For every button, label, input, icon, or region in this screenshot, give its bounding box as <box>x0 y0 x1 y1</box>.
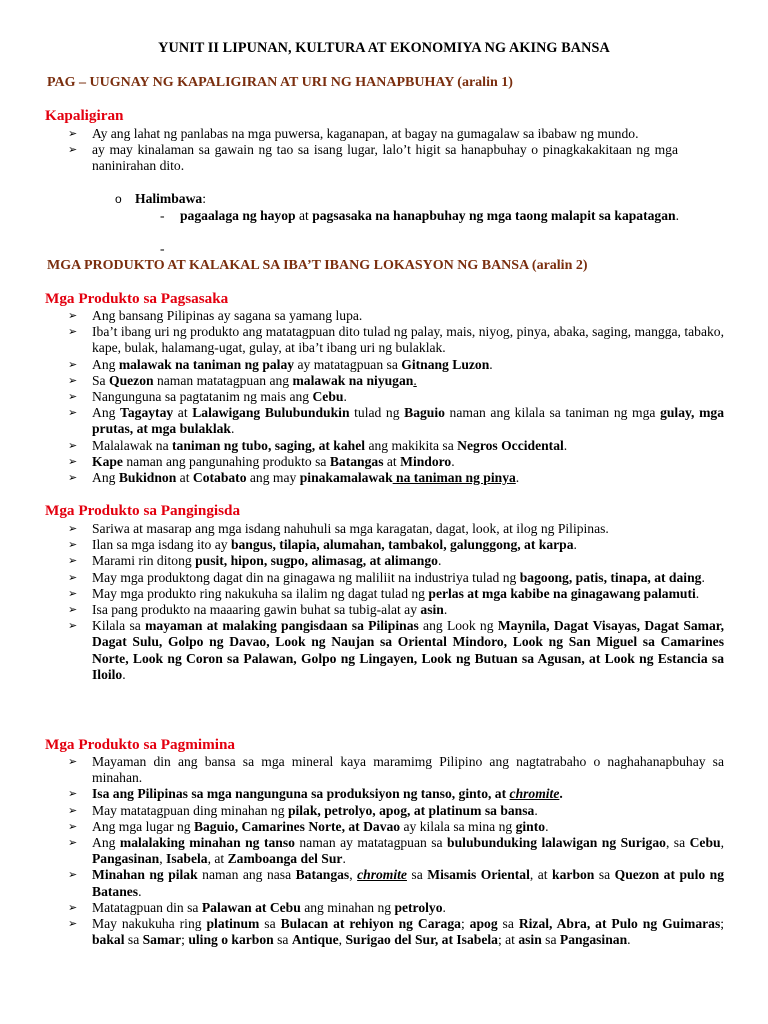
emphasized-text: apog <box>469 916 498 932</box>
text-run: naman ang nasa <box>197 867 296 883</box>
dash-bullet-icon: - <box>160 208 165 223</box>
text-run: . <box>489 356 493 372</box>
emphasized-text: malawak na taniman ng palay <box>118 356 295 372</box>
text-run: Ay ang lahat ng panlabas na mga puwersa, kaganapan, at bagay na gumagalaw sa ibabaw ng mundo. <box>92 126 639 141</box>
text-run: . <box>413 372 417 388</box>
arrow-bullet-icon: ➢ <box>68 868 78 882</box>
text-run: . <box>573 537 577 553</box>
arrow-bullet-icon: ➢ <box>68 373 78 387</box>
bullet-text <box>92 470 724 486</box>
bullet-text <box>92 835 724 867</box>
emphasized-text: chromite <box>357 867 407 883</box>
bullet-item <box>68 786 724 802</box>
bullet-item <box>68 618 724 683</box>
text-run: May nakukuha ring <box>92 916 207 932</box>
example-item <box>115 191 206 207</box>
bullet-item <box>68 916 724 948</box>
text-run: Ang <box>92 835 120 851</box>
arrow-bullet-icon: ➢ <box>68 471 78 485</box>
emphasized-text: bulubunduking lalawigan ng Surigao <box>447 835 666 851</box>
bullet-text <box>92 357 724 373</box>
bullet-text <box>92 900 724 916</box>
text-run: Iba’t ibang uri ng produkto ang matatagpuan dito tulad ng palay, mais, niyog, pinya, abaka, saging, mangga, tabako, kape, bulak, halamang-ugat, gulay, at iba’t ibang uri ng bulaklak. <box>92 324 724 356</box>
text-run: Ang <box>92 470 119 486</box>
example-sub-item <box>160 208 724 224</box>
emphasized-text: Palawan at Cebu <box>201 899 301 915</box>
arrow-bullet-icon: ➢ <box>68 438 78 452</box>
arrow-bullet-icon: ➢ <box>68 406 78 420</box>
text-run: Sariwa at masarap ang mga isdang nahuhuli sa mga karagatan, dagat, look, at ilog ng Pilipinas. <box>92 521 609 536</box>
emphasized-text: Minahan ng pilak <box>92 867 198 883</box>
example-colon: : <box>202 191 206 206</box>
text-run: ; at <box>497 932 519 948</box>
emphasized-text: Tagaytay <box>120 405 174 421</box>
pangingisda-bullet-list <box>68 521 724 683</box>
emphasized-text: gulay, mga prutas, at mga bulaklak <box>92 405 724 437</box>
text-run: . <box>442 899 446 915</box>
emphasized-text: Baguio <box>404 405 445 421</box>
emphasized-text: pilak, petrolyo, apog, at platinum sa bansa <box>287 802 535 818</box>
emphasized-text: Lalawigang Bulubundukin <box>192 405 350 421</box>
emphasized-text: uling o karbon <box>188 932 274 948</box>
text-run: . <box>563 437 568 453</box>
arrow-bullet-icon: ➢ <box>68 390 78 404</box>
text-run: Ang mga lugar ng <box>92 818 194 834</box>
text-run: naman ang kilala sa taniman ng mga <box>444 405 661 421</box>
bullet-item <box>68 438 724 454</box>
arrow-bullet-icon: ➢ <box>68 787 78 801</box>
arrow-bullet-icon: ➢ <box>68 538 78 552</box>
text-run: May mga produktong dagat din na ginagawa ng maliliit na industriya tulad ng <box>92 569 520 585</box>
text-run: , sa <box>665 835 690 851</box>
bullet-text <box>92 803 724 819</box>
bullet-text <box>92 786 724 802</box>
text-run: , at <box>529 867 553 883</box>
bullet-item <box>68 357 724 373</box>
emphasized-text: Samar <box>142 932 182 948</box>
emphasized-text: Cotabato <box>192 470 247 486</box>
bullet-text <box>92 308 724 324</box>
arrow-bullet-icon: ➢ <box>68 603 78 617</box>
text-run: Sa <box>92 372 109 388</box>
text-run: Nangunguna sa pagtatanim ng mais ang <box>92 389 313 405</box>
arrow-bullet-icon: ➢ <box>68 900 78 914</box>
arrow-bullet-icon: ➢ <box>68 127 78 140</box>
arrow-bullet-icon: ➢ <box>68 454 78 468</box>
emphasized-text: perlas at mga kabibe na ginagawang palamuti <box>428 585 696 601</box>
lesson-1-heading: PAG – UUGNAY NG KAPALIGIRAN AT URI NG HANAPBUHAY (aralin 1) <box>47 75 513 90</box>
section-heading-kapaligiran: Kapaligiran <box>45 107 124 124</box>
text-run: Mayaman din ang bansa sa mga mineral kaya maramimg Pilipino ang nagtatrabaho o naghahanapbuhay sa minahan. <box>92 754 724 786</box>
emphasized-text: platinum <box>206 916 260 932</box>
arrow-bullet-icon: ➢ <box>68 917 78 931</box>
bullet-text <box>92 916 724 948</box>
emphasized-text: Batangas <box>329 453 384 469</box>
emphasized-text: malalaking minahan ng tanso <box>119 835 295 851</box>
emphasized-text: pagaalaga ng hayop <box>180 208 296 223</box>
text-run: . <box>231 421 235 437</box>
emphasized-text: mayaman at malaking pangisdaan sa Pilipinas <box>145 618 419 634</box>
arrow-bullet-icon: ➢ <box>68 619 78 633</box>
emphasized-text: Maynila, Dagat Visayas, Dagat Samar, Dagat Sulu, Golpo ng Davao, Look ng Naujan sa Oriental Mindoro, Look ng San Miguel sa Camarines Norte, Look ng Coron sa Palawan, Golpo ng Lingayen, Look ng Butuan sa Agusan, at Look ng Estancia sa Iloilo <box>92 618 724 682</box>
pagmimina-bullet-list <box>68 754 724 948</box>
text-run: sa <box>594 867 615 883</box>
bullet-item <box>68 405 724 437</box>
arrow-bullet-icon: ➢ <box>68 554 78 568</box>
text-run: Ang <box>92 405 121 421</box>
text-run: at <box>176 470 193 486</box>
emphasized-text: taniman ng tubo, saging, at kahel <box>172 437 366 453</box>
text-run: . <box>138 883 142 899</box>
bullet-item <box>68 324 724 356</box>
bullet-text <box>92 324 724 356</box>
emphasized-text: asin <box>518 932 542 948</box>
bullet-text <box>92 867 724 899</box>
arrow-bullet-icon: ➢ <box>68 357 78 371</box>
text-run: naman ang pangunahing produkto sa <box>122 453 330 469</box>
text-run: Kilala sa <box>92 618 146 634</box>
emphasized-text: Mindoro <box>400 453 452 469</box>
text-run: Isa pang produkto na maaaring gawin buhat sa tubig-alat ay <box>92 602 421 618</box>
section-heading-pagmimina: Mga Produkto sa Pagmimina <box>45 736 235 753</box>
emphasized-text: Zamboanga del Sur <box>227 851 343 867</box>
bullet-text <box>92 754 724 786</box>
bullet-text <box>92 389 724 405</box>
arrow-bullet-icon: ➢ <box>68 819 78 833</box>
text-run: . <box>343 389 347 405</box>
emphasized-text: Baguio, Camarines Norte, at Davao <box>193 818 401 834</box>
arrow-bullet-icon: ➢ <box>68 570 78 584</box>
emphasized-text: bangus, tilapia, alumahan, tambakol, galunggong, at karpa <box>230 537 574 553</box>
emphasized-text: Rizal, Abra, at Pulo ng Guimaras <box>518 916 721 932</box>
text-run: sa <box>406 867 428 883</box>
section-heading-pangingisda: Mga Produkto sa Pangingisda <box>45 502 241 519</box>
text-run: . <box>451 453 455 469</box>
empty-dash-item: - <box>160 241 165 256</box>
bullet-text <box>92 537 724 553</box>
emphasized-text: na taniman ng pinya <box>392 470 516 486</box>
bullet-text <box>92 142 724 174</box>
text-run: . <box>443 602 448 618</box>
text-run: . <box>122 666 126 682</box>
text-run: May mga produkto ring nakukuha sa ilalim ng dagat tulad ng <box>92 585 429 601</box>
text-run: . <box>534 802 538 818</box>
bullet-item <box>68 803 724 819</box>
bullet-item <box>68 900 724 916</box>
bullet-text <box>92 454 724 470</box>
text-run: Malalawak na <box>92 437 173 453</box>
example-sub-list <box>160 208 724 224</box>
text-run: naninirahan dito. <box>92 158 185 174</box>
bullet-item <box>68 126 724 142</box>
bullet-text <box>92 438 724 454</box>
text-run: ay kilala sa mina ng <box>400 818 516 834</box>
emphasized-text: karbon <box>552 867 595 883</box>
bullet-item <box>68 389 724 405</box>
emphasized-text: bakal <box>92 932 125 948</box>
lesson-2-heading: MGA PRODUKTO AT KALAKAL SA IBA’T IBANG LOKASYON NG BANSA (aralin 2) <box>47 258 588 273</box>
emphasized-text: Quezon at pulo ng Batanes <box>92 867 724 899</box>
bullet-item <box>68 142 724 174</box>
text-run: Matatagpuan din sa <box>92 899 202 915</box>
emphasized-text: Kape <box>92 453 123 469</box>
text-run: ang makikita sa <box>365 437 458 453</box>
arrow-bullet-icon: ➢ <box>68 325 78 339</box>
text-run: sa <box>541 932 560 948</box>
emphasized-text: . <box>559 786 563 802</box>
text-run: . <box>342 851 346 867</box>
text-run: Ilan sa mga isdang ito ay <box>92 537 231 553</box>
bullet-text <box>92 521 724 537</box>
emphasized-text: Isa ang Pilipinas sa mga nangunguna sa produksiyon ng tanso, ginto, at <box>92 786 510 802</box>
arrow-bullet-icon: ➢ <box>68 143 78 157</box>
text-run: at <box>295 208 313 223</box>
emphasized-text: pusit, hipon, sugpo, alimasag, at alimango <box>195 553 438 569</box>
text-run: ay matatagpuan sa <box>294 356 402 372</box>
circle-bullet-icon: o <box>115 192 122 206</box>
emphasized-text: Isabela <box>166 851 208 867</box>
text-run: ; <box>460 916 470 932</box>
arrow-bullet-icon: ➢ <box>68 309 78 322</box>
emphasized-text: ginto <box>515 818 546 834</box>
text-run: ; <box>720 916 725 932</box>
emphasized-text: Surigao del Sur, at Isabela <box>345 932 498 948</box>
text-run: . <box>675 208 679 223</box>
emphasized-text: Antique <box>291 932 339 948</box>
text-run: sa <box>259 916 281 932</box>
text-run: , <box>159 851 167 867</box>
arrow-bullet-icon: ➢ <box>68 586 78 600</box>
example-label: Halimbawa <box>135 191 203 206</box>
text-run: , <box>338 932 346 948</box>
bullet-text <box>92 126 724 142</box>
emphasized-text: asin <box>420 602 444 618</box>
emphasized-text: Batangas <box>295 867 350 883</box>
emphasized-text: Cebu <box>312 389 344 405</box>
emphasized-text: Quezon <box>109 372 154 388</box>
emphasized-text: pagsasaka na hanapbuhay ng mga taong malapit sa kapatagan <box>312 208 676 223</box>
bullet-text <box>92 602 724 618</box>
kapaligiran-bullet-list <box>68 126 724 175</box>
bullet-item <box>68 835 724 867</box>
bullet-item <box>68 373 724 389</box>
arrow-bullet-icon: ➢ <box>68 755 78 768</box>
document-title: YUNIT II LIPUNAN, KULTURA AT EKONOMIYA NG AKING BANSA <box>158 40 610 56</box>
text-run: ang minahan ng <box>300 899 395 915</box>
emphasized-text: Misamis Oriental <box>427 867 530 883</box>
emphasized-text: Negros Occidental <box>457 437 564 453</box>
emphasized-text: chromite <box>509 786 560 802</box>
arrow-bullet-icon: ➢ <box>68 803 78 817</box>
text-run: . <box>695 585 700 601</box>
text-run: . <box>545 818 549 834</box>
emphasized-text: malawak na niyugan <box>292 372 414 388</box>
text-run: May matatagpuan ding minahan ng <box>92 802 288 818</box>
text-run: ang Look ng <box>418 618 498 634</box>
emphasized-text: Pangasinan <box>92 851 160 867</box>
text-run: . <box>701 569 705 585</box>
bullet-text <box>92 405 724 437</box>
bullet-item <box>68 521 724 537</box>
bullet-text <box>92 373 724 389</box>
text-run: sa <box>273 932 292 948</box>
emphasized-text: Gitnang Luzon <box>401 356 490 372</box>
bullet-text <box>92 618 724 683</box>
bullet-item <box>68 308 724 324</box>
text-run: . <box>437 553 442 569</box>
text-run: naman matatagpuan ang <box>153 372 293 388</box>
section-heading-pagsasaka: Mga Produkto sa Pagsasaka <box>45 290 229 307</box>
bullet-item <box>68 553 724 569</box>
text-run: . <box>515 470 520 486</box>
pagsasaka-bullet-list <box>68 308 724 486</box>
bullet-item <box>68 537 724 553</box>
bullet-text <box>92 570 724 586</box>
text-run: ; <box>181 932 189 948</box>
emphasized-text: Bulacan at rehiyon ng Caraga <box>280 916 461 932</box>
bullet-item <box>68 819 724 835</box>
emphasized-text: bagoong, patis, tinapa, at daing <box>519 569 702 585</box>
text-run: at <box>173 405 193 421</box>
text-run: sa <box>124 932 143 948</box>
text-run: ang may <box>246 470 300 486</box>
bullet-item <box>68 867 724 899</box>
bullet-item <box>68 570 724 586</box>
bullet-item <box>68 754 724 786</box>
text-run: naman ay matatagpuan sa <box>294 835 448 851</box>
bullet-text <box>92 553 724 569</box>
emphasized-text: Bukidnon <box>118 470 177 486</box>
text-run: , at <box>207 851 228 867</box>
bullet-item <box>68 454 724 470</box>
emphasized-text: pinakamalawak <box>299 470 393 486</box>
bullet-item <box>68 470 724 486</box>
bullet-item <box>68 602 724 618</box>
text-run: Marami rin ditong <box>92 553 196 569</box>
text-run: Ang <box>92 356 119 372</box>
emphasized-text: Cebu <box>689 835 721 851</box>
emphasized-text: Pangasinan <box>559 932 628 948</box>
text-run: Ang bansang Pilipinas ay sagana sa yamang lupa. <box>92 308 363 323</box>
arrow-bullet-icon: ➢ <box>68 836 78 850</box>
bullet-text <box>92 819 724 835</box>
bullet-text <box>92 586 724 602</box>
text-run: sa <box>497 916 519 932</box>
text-run: ay may kinalaman sa gawain ng tao sa isang lugar, lalo’t higit sa hanapbuhay o pinagkakakitaan ng mga <box>92 142 678 158</box>
arrow-bullet-icon: ➢ <box>68 522 78 535</box>
text-run: , <box>720 835 724 851</box>
text-run: at <box>383 453 401 469</box>
bullet-item <box>68 586 724 602</box>
text-run: . <box>627 932 631 948</box>
text-run: tulad ng <box>349 405 405 421</box>
text-run: , <box>349 867 358 883</box>
emphasized-text: petrolyo <box>394 899 443 915</box>
